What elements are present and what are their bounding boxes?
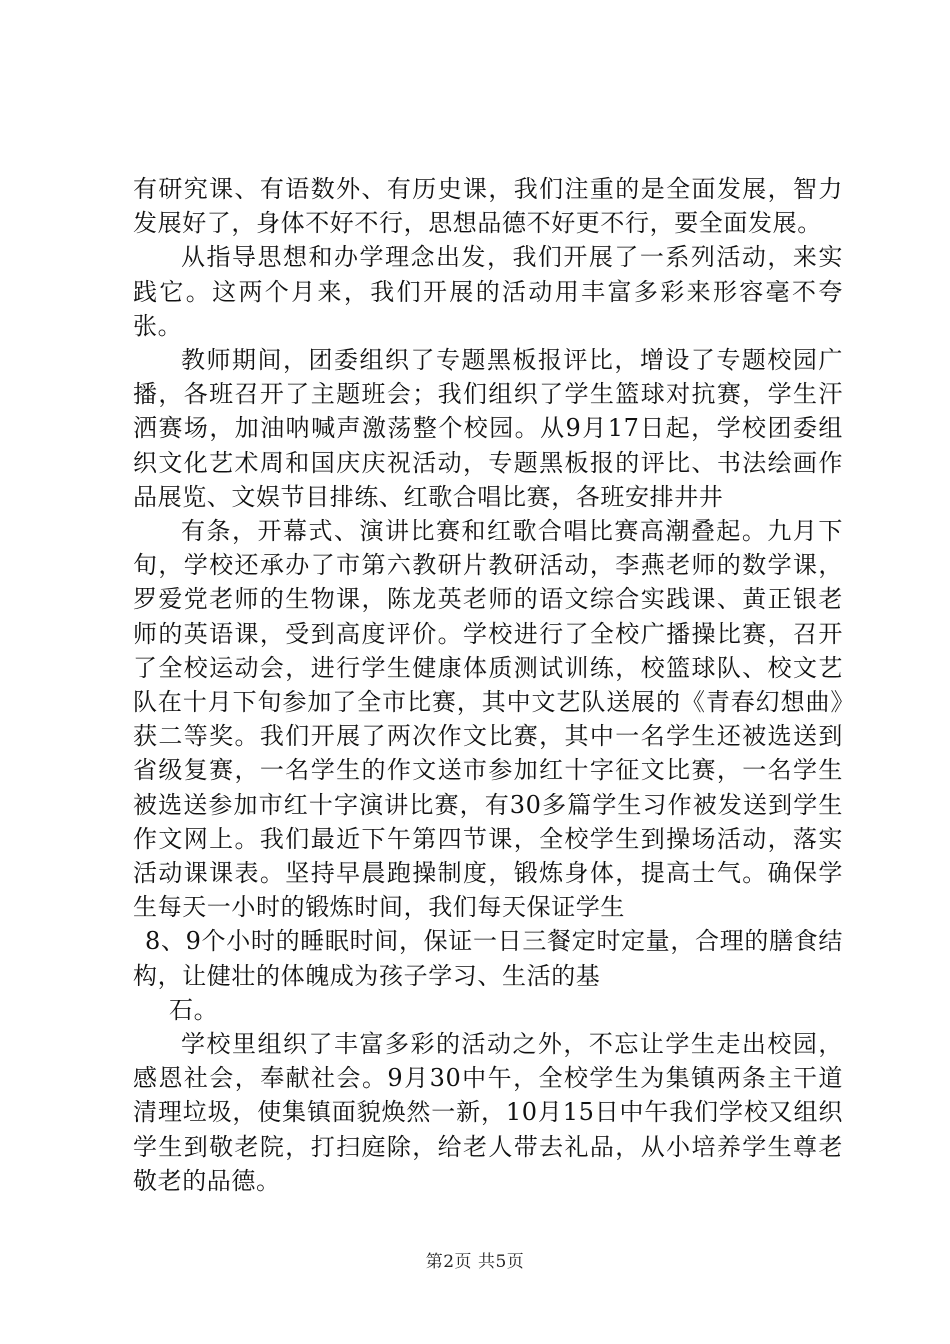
paragraph-3: 教师期间，团委组织了专题黑板报评比，增设了专题校园广播，各班召开了主题班会；我们组织了学生篮球对抗赛，学生汗洒赛场，加油呐喊声激荡整个校园。从9月17日起，学校团委组织文化艺术周和国庆庆祝活动，专题黑板报的评比、书法绘画作品展览、文娱节目排练、红歌合唱比赛，各班安排井井 (133, 346, 843, 511)
paragraph-6: 石。 (169, 995, 219, 1024)
paragraph-4: 有条，开幕式、演讲比赛和红歌合唱比赛高潮叠起。九月下旬，学校还承办了市第六教研片教研活动，李燕老师的数学课，罗爱党老师的生物课，陈龙英老师的语文综合实践课、黄正银老师的英语课，受到高度评价。学校进行了全校广播操比赛，召开了全校运动会，进行学生健康体质测试训练，校篮球队、校文艺队在十月下旬参加了全市比赛，其中文艺队送展的《青春幻想曲》获二等奖。我们开展了两次作文比赛，其中一名学生还被选送到省级复赛，一名学生的作文送市参加红十字征文比赛，一名学生被选送参加市红十字演讲比赛，有30多篇学生习作被发送到学生作文网上。我们最近下午第四节课，全校学生到操场活动，落实活动课课表。坚持早晨跑操制度，锻炼身体，提高士气。确保学生每天一小时的锻炼时间，我们每天保证学生 (133, 517, 843, 922)
document-body (133, 172, 843, 1198)
paragraph-7: 学校里组织了丰富多彩的活动之外，不忘让学生走出校园，感恩社会，奉献社会。9月30中午，全校学生为集镇两条主干道清理垃圾，使集镇面貌焕然一新，10月15日中午我们学校又组织学生到敬老院，打扫庭除，给老人带去礼品，从小培养学生尊老敬老的品德。 (133, 1030, 843, 1195)
paragraph-5: 8、9个小时的睡眠时间，保证一日三餐定时定量，合理的膳食结构，让健壮的体魄成为孩子学习、生活的基 (133, 927, 843, 990)
page-number-footer: 第2页 共5页 (425, 1252, 525, 1272)
paragraph-1: 有研究课、有语数外、有历史课，我们注重的是全面发展，智力发展好了，身体不好不行，思想品德不好更不行，要全面发展。 (133, 175, 843, 238)
paragraph-2: 从指导思想和办学理念出发，我们开展了一系列活动，来实践它。这两个月来，我们开展的活动用丰富多彩来形容毫不夸张。 (133, 243, 843, 340)
